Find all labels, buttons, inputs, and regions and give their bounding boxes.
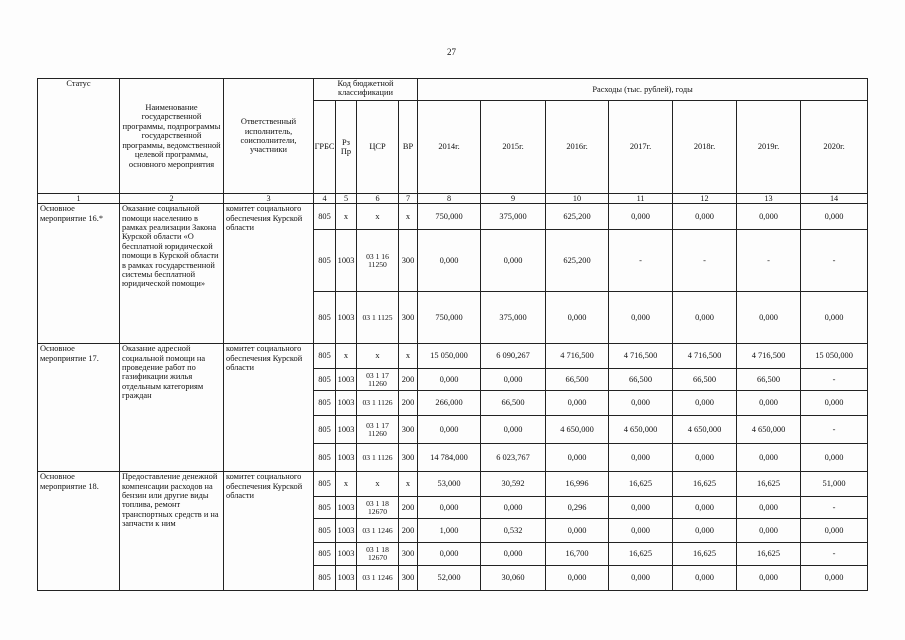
csr-cell: 03 1 16 11250 (357, 230, 399, 292)
column-number: 7 (399, 194, 418, 204)
header-year: 2019г. (737, 101, 801, 194)
value-cell: 266,000 (418, 391, 481, 416)
rz-cell: х (336, 472, 357, 497)
csr-cell: 03 1 1126 (357, 444, 399, 472)
value-cell: 0,000 (673, 444, 737, 472)
csr-cell: 03 1 18 12670 (357, 497, 399, 519)
value-cell: 0,000 (546, 391, 609, 416)
csr-cell: 03 1 1125 (357, 292, 399, 344)
value-cell: 52,000 (418, 566, 481, 591)
value-cell: 0,000 (737, 566, 801, 591)
value-cell: 0,000 (737, 292, 801, 344)
value-cell: 6 023,767 (481, 444, 546, 472)
value-cell: 0,000 (418, 416, 481, 444)
rz-cell: 1003 (336, 292, 357, 344)
grbs-cell: 805 (314, 369, 336, 391)
rz-cell: 1003 (336, 444, 357, 472)
value-cell: 0,000 (481, 416, 546, 444)
value-cell: 0,000 (609, 391, 673, 416)
value-cell: 0,000 (673, 391, 737, 416)
value-cell: 14 784,000 (418, 444, 481, 472)
value-cell: 625,200 (546, 204, 609, 230)
value-cell: 0,000 (609, 204, 673, 230)
rz-cell: 1003 (336, 543, 357, 566)
grbs-cell: 805 (314, 292, 336, 344)
value-cell: 0,000 (418, 230, 481, 292)
header-csr: ЦСР (357, 101, 399, 194)
value-cell: 4 716,500 (609, 344, 673, 369)
vr-cell: 300 (399, 444, 418, 472)
value-cell: 0,000 (481, 369, 546, 391)
activity-name-cell: Предоставление денежной компенсации расходов на бензин или другие виды топлива, ремонт транспортных средств и на запчасти к ним (120, 472, 224, 591)
value-cell: 0,000 (546, 292, 609, 344)
value-cell: 15 050,000 (418, 344, 481, 369)
value-cell: - (801, 543, 868, 566)
value-cell: 0,000 (737, 391, 801, 416)
value-cell: 0,000 (801, 292, 868, 344)
value-cell: 6 090,267 (481, 344, 546, 369)
value-cell: 51,000 (801, 472, 868, 497)
csr-cell: х (357, 344, 399, 369)
value-cell: 66,500 (609, 369, 673, 391)
csr-cell: 03 1 1126 (357, 391, 399, 416)
value-cell: 4 716,500 (673, 344, 737, 369)
value-cell: - (801, 416, 868, 444)
value-cell: - (801, 369, 868, 391)
header-status: Статус (38, 79, 120, 194)
value-cell: 0,000 (673, 519, 737, 543)
status-cell: Основное мероприятие 18. (38, 472, 120, 591)
value-cell: 375,000 (481, 292, 546, 344)
value-cell: - (801, 230, 868, 292)
column-number: 3 (224, 194, 314, 204)
header-rz-pr: Рз Пр (336, 101, 357, 194)
executor-cell: комитет социального обеспечения Курской области (224, 204, 314, 344)
value-cell: 66,500 (481, 391, 546, 416)
header-grbs: ГРБС (314, 101, 336, 194)
value-cell: 0,000 (609, 519, 673, 543)
grbs-cell: 805 (314, 497, 336, 519)
value-cell: 0,000 (546, 444, 609, 472)
csr-cell: 03 1 1246 (357, 566, 399, 591)
rz-cell: х (336, 204, 357, 230)
header-vr: ВР (399, 101, 418, 194)
value-cell: 0,000 (801, 519, 868, 543)
header-year: 2020г. (801, 101, 868, 194)
column-number: 12 (673, 194, 737, 204)
csr-cell: х (357, 472, 399, 497)
vr-cell: 300 (399, 230, 418, 292)
grbs-cell: 805 (314, 391, 336, 416)
vr-cell: х (399, 204, 418, 230)
vr-cell: 300 (399, 566, 418, 591)
value-cell: 750,000 (418, 292, 481, 344)
value-cell: 30,060 (481, 566, 546, 591)
value-cell: 0,000 (609, 444, 673, 472)
vr-cell: 300 (399, 543, 418, 566)
csr-cell: х (357, 204, 399, 230)
value-cell: 625,200 (546, 230, 609, 292)
status-cell: Основное мероприятие 16.* (38, 204, 120, 344)
value-cell: 0,000 (418, 369, 481, 391)
grbs-cell: 805 (314, 444, 336, 472)
status-cell: Основное мероприятие 17. (38, 344, 120, 472)
vr-cell: 300 (399, 416, 418, 444)
header-year: 2016г. (546, 101, 609, 194)
vr-cell: х (399, 472, 418, 497)
column-number: 13 (737, 194, 801, 204)
value-cell: 0,000 (609, 292, 673, 344)
grbs-cell: 805 (314, 519, 336, 543)
value-cell: 16,625 (673, 543, 737, 566)
column-number: 6 (357, 194, 399, 204)
value-cell: 4 650,000 (546, 416, 609, 444)
executor-cell: комитет социального обеспечения Курской области (224, 472, 314, 591)
value-cell: 0,000 (673, 566, 737, 591)
value-cell: 0,000 (481, 230, 546, 292)
header-year: 2015г. (481, 101, 546, 194)
value-cell: 53,000 (418, 472, 481, 497)
value-cell: 0,000 (801, 391, 868, 416)
value-cell: 0,000 (673, 204, 737, 230)
value-cell: 4 650,000 (609, 416, 673, 444)
header-row-1 (38, 79, 868, 101)
grbs-cell: 805 (314, 416, 336, 444)
grbs-cell: 805 (314, 204, 336, 230)
header-year: 2014г. (418, 101, 481, 194)
grbs-cell: 805 (314, 543, 336, 566)
value-cell: 0,532 (481, 519, 546, 543)
vr-cell: 300 (399, 292, 418, 344)
rz-cell: 1003 (336, 566, 357, 591)
value-cell: 66,500 (673, 369, 737, 391)
value-cell: 4 650,000 (737, 416, 801, 444)
column-number: 1 (38, 194, 120, 204)
table-row (38, 472, 868, 497)
value-cell: 16,625 (737, 543, 801, 566)
value-cell: 375,000 (481, 204, 546, 230)
column-number-row (38, 194, 868, 204)
rz-cell: 1003 (336, 519, 357, 543)
column-number: 9 (481, 194, 546, 204)
value-cell: 0,000 (418, 543, 481, 566)
value-cell: 4 716,500 (546, 344, 609, 369)
vr-cell: 200 (399, 391, 418, 416)
value-cell: 0,000 (737, 444, 801, 472)
value-cell: 0,000 (418, 497, 481, 519)
value-cell: 0,000 (546, 519, 609, 543)
csr-cell: 03 1 17 11260 (357, 416, 399, 444)
header-budget-code: Код бюджетной классификации (314, 79, 418, 101)
column-number: 10 (546, 194, 609, 204)
value-cell: 4 650,000 (673, 416, 737, 444)
value-cell: 16,996 (546, 472, 609, 497)
vr-cell: 200 (399, 519, 418, 543)
rz-cell: 1003 (336, 416, 357, 444)
table-row (38, 344, 868, 369)
csr-cell: 03 1 1246 (357, 519, 399, 543)
grbs-cell: 805 (314, 344, 336, 369)
value-cell: 16,625 (673, 472, 737, 497)
value-cell: 0,000 (609, 497, 673, 519)
table-row (38, 204, 868, 230)
rz-cell: 1003 (336, 230, 357, 292)
grbs-cell: 805 (314, 472, 336, 497)
value-cell: 1,000 (418, 519, 481, 543)
value-cell: 0,000 (801, 566, 868, 591)
column-number: 8 (418, 194, 481, 204)
column-number: 14 (801, 194, 868, 204)
value-cell: 0,000 (737, 497, 801, 519)
column-number: 4 (314, 194, 336, 204)
vr-cell: х (399, 344, 418, 369)
header-name: Наименование государственной программы, подпрограммы государственной программы, ведомственной целевой программы, основного мероприятия (120, 79, 224, 194)
column-number: 2 (120, 194, 224, 204)
column-number: 11 (609, 194, 673, 204)
header-year: 2018г. (673, 101, 737, 194)
value-cell: 16,700 (546, 543, 609, 566)
value-cell: 30,592 (481, 472, 546, 497)
value-cell: 750,000 (418, 204, 481, 230)
grbs-cell: 805 (314, 566, 336, 591)
rz-cell: 1003 (336, 369, 357, 391)
vr-cell: 200 (399, 369, 418, 391)
value-cell: 16,625 (737, 472, 801, 497)
value-cell: - (673, 230, 737, 292)
header-executor: Ответственный исполнитель, соисполнители, участники (224, 79, 314, 194)
rz-cell: 1003 (336, 391, 357, 416)
budget-expenses-table (37, 78, 868, 591)
value-cell: 66,500 (737, 369, 801, 391)
column-number: 5 (336, 194, 357, 204)
value-cell: - (801, 497, 868, 519)
value-cell: 0,000 (481, 497, 546, 519)
activity-name-cell: Оказание социальной помощи населению в рамках реализации Закона Курской области «О бесплатной юридической помощи в Курской области в рамках государственной системы бесплатной юридической помощи» (120, 204, 224, 344)
executor-cell: комитет социального обеспечения Курской области (224, 344, 314, 472)
value-cell: 16,625 (609, 543, 673, 566)
value-cell: 0,000 (737, 519, 801, 543)
csr-cell: 03 1 18 12670 (357, 543, 399, 566)
header-year: 2017г. (609, 101, 673, 194)
value-cell: 0,000 (737, 204, 801, 230)
value-cell: 0,000 (801, 444, 868, 472)
rz-cell: х (336, 344, 357, 369)
value-cell: 66,500 (546, 369, 609, 391)
value-cell: - (609, 230, 673, 292)
page-number: 27 (447, 47, 456, 57)
grbs-cell: 805 (314, 230, 336, 292)
activity-name-cell: Оказание адресной социальной помощи на проведение работ по газификации жилья отдельным категориям граждан (120, 344, 224, 472)
header-expenses: Расходы (тыс. рублей), годы (418, 79, 868, 101)
rz-cell: 1003 (336, 497, 357, 519)
value-cell: 0,000 (546, 566, 609, 591)
value-cell: 0,000 (801, 204, 868, 230)
value-cell: 0,000 (481, 543, 546, 566)
value-cell: 0,000 (673, 292, 737, 344)
vr-cell: 200 (399, 497, 418, 519)
value-cell: - (737, 230, 801, 292)
value-cell: 0,000 (673, 497, 737, 519)
csr-cell: 03 1 17 11260 (357, 369, 399, 391)
value-cell: 0,000 (609, 566, 673, 591)
value-cell: 0,296 (546, 497, 609, 519)
value-cell: 15 050,000 (801, 344, 868, 369)
value-cell: 16,625 (609, 472, 673, 497)
value-cell: 4 716,500 (737, 344, 801, 369)
